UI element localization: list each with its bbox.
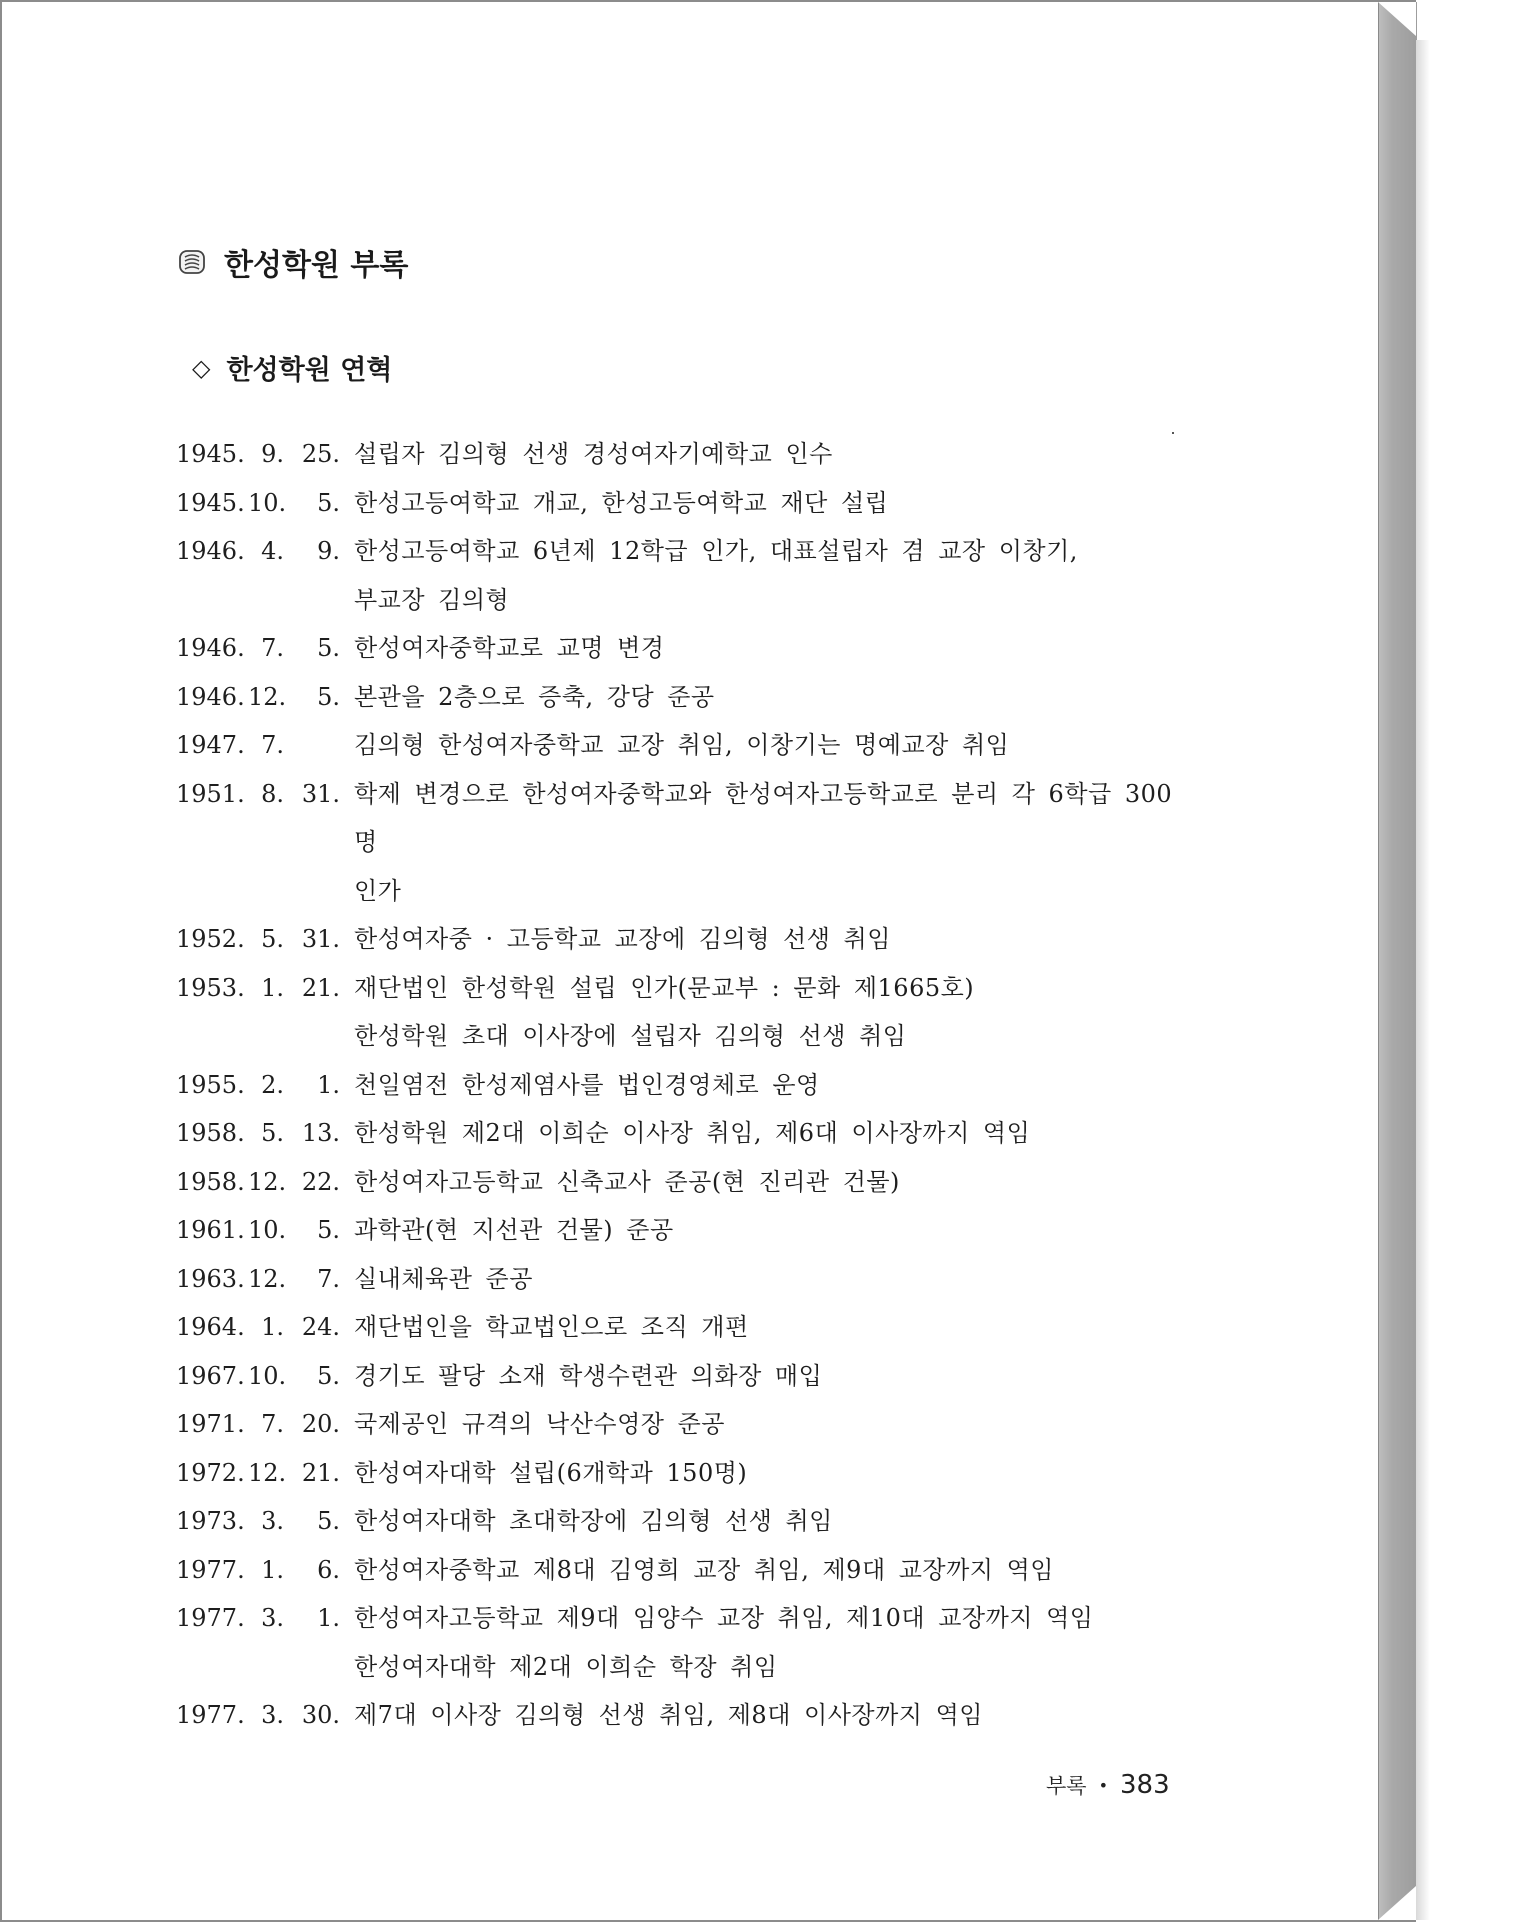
timeline-entry — [176, 1352, 1186, 1401]
timeline-event-text: 제7대 이사장 김의형 선생 취임, 제8대 이사장까지 역임 — [354, 1701, 983, 1729]
timeline-year: 1961. — [176, 1216, 245, 1244]
timeline-year: 1973. — [176, 1507, 245, 1535]
timeline-day: 5. — [317, 682, 340, 711]
history-timeline — [176, 430, 1186, 1740]
section-title-text: 한성학원 부록 — [224, 248, 409, 283]
timeline-entry — [176, 770, 1186, 916]
timeline-event-text: 과학관(현 지선관 건물) 준공 — [354, 1216, 674, 1244]
timeline-month: 12. — [248, 682, 287, 711]
timeline-date — [176, 1449, 354, 1498]
timeline-event-text: 한성여자대학 설립(6개학과 150명) — [354, 1458, 748, 1487]
timeline-month: 12. — [248, 1167, 287, 1196]
timeline-events — [354, 964, 1186, 1061]
timeline-day: 5. — [317, 1507, 340, 1535]
timeline-events — [354, 1352, 1186, 1401]
timeline-entry — [176, 527, 1186, 624]
timeline-events — [354, 1400, 1186, 1449]
timeline-day: 5. — [317, 488, 340, 517]
book-icon — [178, 247, 206, 277]
timeline-month: 10. — [248, 1361, 287, 1390]
timeline-month: 7. — [261, 1410, 284, 1438]
timeline-month: 3. — [261, 1701, 284, 1729]
timeline-event-text: 실내체육관 준공 — [354, 1264, 533, 1293]
timeline-month: 4. — [261, 537, 284, 565]
timeline-year: 1946. — [176, 682, 245, 711]
timeline-event-text: 한성여자고등학교 제9대 임양수 교장 취임, 제10대 교장까지 역임 — [354, 1604, 1094, 1632]
timeline-day: 6. — [317, 1555, 340, 1584]
timeline-event-text: 설립자 김의형 선생 경성여자기예학교 인수 — [354, 440, 833, 468]
timeline-year: 1947. — [176, 731, 245, 759]
timeline-day: 5. — [317, 1216, 340, 1244]
timeline-date — [176, 1546, 354, 1595]
timeline-day: 22. — [301, 1167, 340, 1196]
timeline-events — [354, 1303, 1186, 1352]
timeline-event-text: 한성여자대학 제2대 이희순 학장 취임 — [354, 1652, 778, 1681]
book-page-edge — [1378, 2, 1417, 1920]
timeline-month: 7. — [261, 634, 284, 662]
timeline-events — [354, 770, 1186, 916]
timeline-entry — [176, 1497, 1186, 1546]
section-title — [178, 240, 408, 284]
timeline-date — [176, 1061, 354, 1110]
timeline-event-text: 한성여자대학 초대학장에 김의형 선생 취임 — [354, 1507, 833, 1535]
timeline-date — [176, 1206, 354, 1255]
timeline-events — [354, 527, 1186, 624]
timeline-entry — [176, 915, 1186, 964]
timeline-date — [176, 915, 354, 964]
timeline-event-text: 국제공인 규격의 낙산수영장 준공 — [354, 1410, 725, 1438]
timeline-day: 25. — [301, 440, 340, 468]
timeline-entry — [176, 1546, 1186, 1595]
subsection-title — [192, 348, 392, 387]
timeline-entry — [176, 721, 1186, 770]
timeline-event-text: 한성여자중 · 고등학교 교장에 김의형 선생 취임 — [354, 925, 891, 953]
timeline-day: 5. — [317, 634, 340, 662]
timeline-month: 12. — [248, 1264, 287, 1293]
timeline-date — [176, 479, 354, 528]
timeline-events — [354, 479, 1186, 528]
timeline-day: 1. — [317, 1604, 340, 1632]
timeline-date — [176, 1400, 354, 1449]
timeline-entry — [176, 1206, 1186, 1255]
timeline-day: 7. — [317, 1264, 340, 1293]
book-edge-bottom-bevel — [1378, 1886, 1416, 1920]
timeline-month: 5. — [261, 1119, 284, 1147]
timeline-day: 20. — [301, 1410, 340, 1438]
timeline-event-text: 천일염전 한성제염사를 법인경영체로 운영 — [354, 1070, 820, 1099]
timeline-date — [176, 430, 354, 479]
timeline-date — [176, 1691, 354, 1740]
timeline-year: 1945. — [176, 488, 245, 517]
timeline-entry — [176, 1303, 1186, 1352]
timeline-month: 10. — [248, 1216, 287, 1244]
timeline-month: 10. — [248, 488, 287, 517]
timeline-month: 5. — [261, 925, 284, 953]
book-edge-top-bevel — [1378, 2, 1416, 36]
timeline-month: 3. — [261, 1507, 284, 1535]
timeline-year: 1967. — [176, 1361, 245, 1390]
timeline-month: 1. — [261, 1313, 284, 1341]
timeline-day: 30. — [301, 1701, 340, 1729]
timeline-date — [176, 1109, 354, 1158]
timeline-date — [176, 1497, 354, 1546]
timeline-year: 1963. — [176, 1264, 245, 1293]
timeline-event-text: 한성여자중학교 제8대 김영희 교장 취임, 제9대 교장까지 역임 — [354, 1555, 1054, 1584]
timeline-events — [354, 915, 1186, 964]
timeline-events — [354, 1546, 1186, 1595]
timeline-date — [176, 1303, 354, 1352]
timeline-entry — [176, 1449, 1186, 1498]
timeline-year: 1964. — [176, 1313, 245, 1341]
diamond-outline-icon: ◇ — [192, 353, 211, 382]
timeline-event-text: 한성고등여학교 개교, 한성고등여학교 재단 설립 — [354, 488, 889, 517]
timeline-year: 1958. — [176, 1167, 245, 1196]
book-shadow — [1416, 40, 1430, 1920]
footer-label: 부록 — [1046, 1774, 1087, 1798]
timeline-date — [176, 770, 354, 916]
timeline-entry — [176, 624, 1186, 673]
timeline-entry — [176, 479, 1186, 528]
timeline-month: 7. — [261, 731, 284, 759]
timeline-events — [354, 1594, 1186, 1691]
timeline-date — [176, 721, 354, 770]
timeline-month: 8. — [261, 779, 284, 808]
timeline-month: 3. — [261, 1604, 284, 1632]
timeline-event-text: 부교장 김의형 — [354, 585, 510, 614]
timeline-events — [354, 1255, 1186, 1304]
timeline-date — [176, 624, 354, 673]
timeline-events — [354, 1449, 1186, 1498]
timeline-event-text: 재단법인 한성학원 설립 인가(문교부 : 문화 제1665호) — [354, 973, 975, 1002]
timeline-day: 21. — [301, 973, 340, 1002]
timeline-events — [354, 1206, 1186, 1255]
timeline-day: 5. — [317, 1361, 340, 1390]
timeline-entry — [176, 1691, 1186, 1740]
timeline-events — [354, 430, 1186, 479]
timeline-month: 2. — [261, 1070, 284, 1099]
timeline-event-text: 한성고등여학교 6년제 12학급 인가, 대표설립자 겸 교장 이창기, — [354, 537, 1078, 565]
timeline-event-text: 한성여자중학교로 교명 변경 — [354, 634, 665, 662]
timeline-month: 9. — [261, 440, 284, 468]
timeline-date — [176, 673, 354, 722]
timeline-event-text: 인가 — [354, 876, 402, 905]
timeline-year: 1945. — [176, 440, 245, 468]
timeline-events — [354, 1061, 1186, 1110]
page-number: 383 — [1120, 1770, 1170, 1800]
timeline-event-text: 본관을 2층으로 증축, 강당 준공 — [354, 682, 715, 711]
timeline-date — [176, 1255, 354, 1304]
timeline-event-text: 한성여자고등학교 신축교사 준공(현 진리관 건물) — [354, 1167, 900, 1196]
timeline-date — [176, 964, 354, 1061]
timeline-event-text: 학제 변경으로 한성여자중학교와 한성여자고등학교로 분리 각 6학급 300명 — [354, 779, 1173, 856]
timeline-year: 1953. — [176, 973, 245, 1002]
timeline-events — [354, 1691, 1186, 1740]
timeline-entry — [176, 1255, 1186, 1304]
timeline-date — [176, 1158, 354, 1207]
timeline-year: 1946. — [176, 537, 245, 565]
timeline-entry — [176, 1109, 1186, 1158]
timeline-event-text: 경기도 팔당 소재 학생수련관 의화장 매입 — [354, 1361, 823, 1390]
timeline-date — [176, 1352, 354, 1401]
timeline-event-text: 김의형 한성여자중학교 교장 취임, 이창기는 명예교장 취임 — [354, 731, 1010, 759]
timeline-day: 13. — [301, 1119, 340, 1147]
timeline-month: 1. — [261, 973, 284, 1002]
timeline-year: 1977. — [176, 1701, 245, 1729]
timeline-year: 1977. — [176, 1555, 245, 1584]
timeline-entry — [176, 1158, 1186, 1207]
timeline-day: 9. — [317, 537, 340, 565]
timeline-year: 1946. — [176, 634, 245, 662]
timeline-events — [354, 1109, 1186, 1158]
timeline-entry — [176, 1061, 1186, 1110]
timeline-year: 1952. — [176, 925, 245, 953]
timeline-event-text: 한성학원 초대 이사장에 설립자 김의형 선생 취임 — [354, 1022, 907, 1050]
footer-separator: • — [1098, 1775, 1109, 1795]
timeline-event-text: 한성학원 제2대 이희순 이사장 취임, 제6대 이사장까지 역임 — [354, 1119, 1031, 1147]
timeline-day: 31. — [301, 779, 340, 808]
timeline-year: 1958. — [176, 1119, 245, 1147]
timeline-day — [284, 721, 340, 770]
timeline-day: 24. — [301, 1313, 340, 1341]
timeline-events — [354, 1497, 1186, 1546]
timeline-year: 1977. — [176, 1604, 245, 1632]
timeline-month: 12. — [248, 1458, 287, 1487]
timeline-events — [354, 1158, 1186, 1207]
timeline-entry — [176, 430, 1186, 479]
timeline-date — [176, 1594, 354, 1691]
timeline-date — [176, 527, 354, 624]
timeline-events — [354, 673, 1186, 722]
subsection-title-text: 한성학원 연혁 — [226, 355, 393, 386]
timeline-entry — [176, 673, 1186, 722]
timeline-events — [354, 721, 1186, 770]
timeline-month: 1. — [261, 1555, 284, 1584]
timeline-day: 1. — [317, 1070, 340, 1099]
timeline-day: 21. — [301, 1458, 340, 1487]
timeline-year: 1951. — [176, 779, 245, 808]
timeline-year: 1972. — [176, 1458, 245, 1487]
page-footer — [1046, 1770, 1170, 1800]
timeline-year: 1971. — [176, 1410, 245, 1438]
timeline-entry — [176, 1400, 1186, 1449]
timeline-year: 1955. — [176, 1070, 245, 1099]
timeline-events — [354, 624, 1186, 673]
timeline-day: 31. — [301, 925, 340, 953]
timeline-entry — [176, 1594, 1186, 1691]
timeline-entry — [176, 964, 1186, 1061]
timeline-event-text: 재단법인을 학교법인으로 조직 개편 — [354, 1313, 749, 1341]
